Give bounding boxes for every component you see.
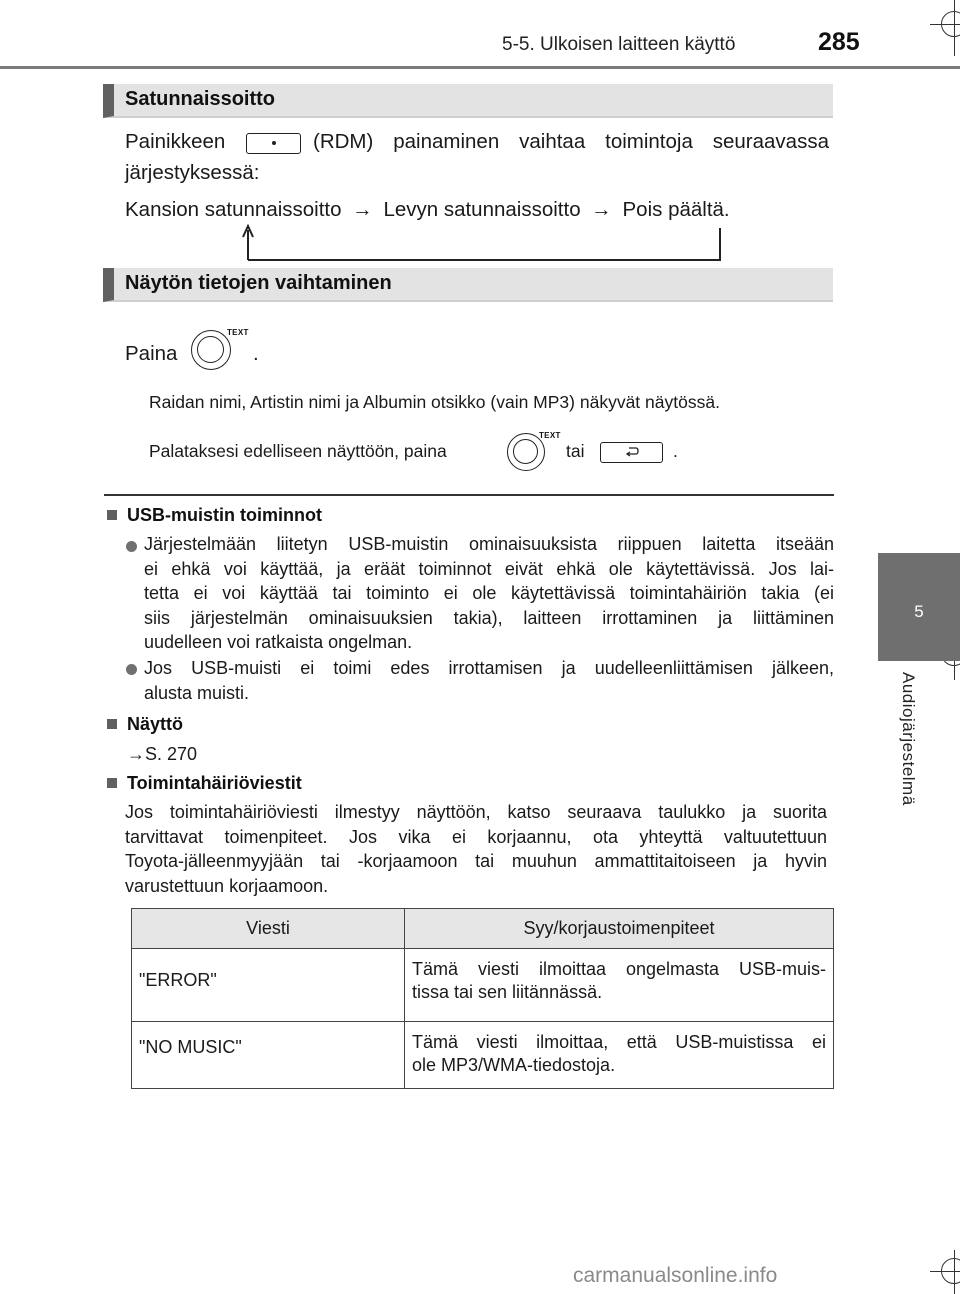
arrow-right-icon: → bbox=[591, 198, 612, 221]
para-line: Jos USB-muisti ei toimi edes irrottamisen ja uudelleenliittämisen jälkeen, bbox=[144, 658, 834, 678]
square-bullet-icon bbox=[107, 719, 117, 729]
cause-line: ole MP3/WMA-tiedostoja. bbox=[412, 1055, 616, 1075]
message-cell: "ERROR" bbox=[132, 949, 405, 1022]
text-knob-label: TEXT bbox=[227, 328, 249, 337]
display-note-2a: Palataksesi edelliseen näyttöön, paina bbox=[149, 441, 447, 461]
arrow-right-icon: → bbox=[352, 198, 373, 221]
table-row bbox=[132, 949, 834, 1022]
crop-mark-bottom-circle bbox=[941, 1258, 960, 1284]
para-line: varustettuun korjaamoon. bbox=[125, 875, 329, 896]
section-title-random: Satunnaissoitto bbox=[125, 88, 276, 110]
para-line: Jos toimintahäiriöviesti ilmestyy näyttöön, katso seuraava taulukko ja suorita bbox=[125, 802, 827, 822]
cause-line: Tämä viesti ilmoittaa ongelmasta USB-muis- bbox=[412, 959, 826, 979]
cause-line: tissa tai sen liitännässä. bbox=[412, 982, 603, 1002]
watermark: carmanualsonline.info bbox=[573, 1264, 778, 1287]
errors-paragraph bbox=[125, 800, 827, 898]
text-knob-inner-icon bbox=[513, 439, 538, 464]
crop-mark-top-circle bbox=[941, 11, 960, 37]
table-row bbox=[132, 1022, 834, 1089]
round-bullet-icon bbox=[126, 541, 137, 552]
cause-cell bbox=[405, 1022, 834, 1089]
sequence-item-folder: Kansion satunnaissoitto bbox=[125, 198, 342, 221]
random-line2: järjestyksessä: bbox=[125, 161, 260, 184]
loop-back-arrow-icon bbox=[238, 222, 728, 264]
square-bullet-icon bbox=[107, 778, 117, 788]
press-text: Paina bbox=[125, 342, 178, 365]
return-arrow-icon bbox=[625, 446, 639, 458]
para-line: Järjestelmään liitetyn USB-muistin ominaisuuksista riippuen laitetta itseään bbox=[144, 534, 834, 554]
header-rule bbox=[0, 66, 960, 69]
text-knob-icon bbox=[191, 330, 231, 370]
column-header-cause: Syy/korjaustoimenpiteet bbox=[405, 909, 834, 949]
section-title-display: Näytön tietojen vaihtaminen bbox=[125, 272, 392, 294]
cause-line: Tämä viesti ilmoittaa, että USB-muistissa ei bbox=[412, 1032, 826, 1052]
table-header-row bbox=[132, 909, 834, 949]
chapter-number: 5 bbox=[914, 602, 924, 621]
para-line: alusta muisti. bbox=[144, 682, 250, 703]
cause-cell bbox=[405, 949, 834, 1022]
running-header-section: 5-5. Ulkoisen laitteen käyttö bbox=[502, 34, 736, 55]
usb-bullet-2 bbox=[144, 656, 834, 705]
chapter-label: Audiojärjestelmä bbox=[899, 672, 918, 806]
random-line1-b: (RDM) painaminen vaihtaa toimintoja seuraavassa bbox=[313, 130, 829, 153]
back-button-icon bbox=[600, 442, 663, 463]
sequence-item-disc: Levyn satunnaissoitto bbox=[383, 198, 581, 221]
random-sequence bbox=[125, 194, 730, 225]
rdm-button-icon bbox=[246, 133, 301, 154]
page-number: 285 bbox=[818, 28, 860, 56]
para-line: tetta ei voi käyttää tai toiminto ei ole käytettävissä toimintahäiriön takia (ei bbox=[144, 583, 834, 604]
para-line: Toyota-jälleenmyyjään tai -korjaamoon tai muuhun ammattitaitoiseen ja hyvin bbox=[125, 851, 827, 872]
subheading-errors: Toimintahäiriöviestit bbox=[127, 773, 302, 793]
subheading-screen: Näyttö bbox=[127, 714, 184, 734]
display-note-1: Raidan nimi, Artistin nimi ja Albumin otsikko (vain MP3) näkyvät näytössä. bbox=[149, 392, 720, 412]
press-period: . bbox=[253, 342, 259, 365]
section-divider bbox=[104, 494, 834, 496]
text-knob-label: TEXT bbox=[539, 431, 561, 440]
screen-reference: →S. 270 bbox=[127, 744, 198, 764]
para-line: siis järjestelmän ominaisuuksien takia), laitteen irrottaminen ja liittäminen bbox=[144, 607, 834, 628]
subheading-usb: USB-muistin toiminnot bbox=[127, 505, 322, 525]
round-bullet-icon bbox=[126, 664, 137, 675]
para-line: ei ehkä voi käyttää, ja eräät toiminnot eivät ehkä ole käytettävissä. Jos lai- bbox=[144, 558, 834, 579]
para-line: uudelleen voi ratkaista ongelman. bbox=[144, 632, 413, 653]
random-line1-a: Painikkeen bbox=[125, 130, 226, 153]
square-bullet-icon bbox=[107, 510, 117, 520]
rdm-dot-icon bbox=[272, 141, 276, 145]
usb-bullet-1 bbox=[144, 532, 834, 655]
error-messages-table bbox=[131, 908, 834, 1089]
sequence-item-off: Pois päältä. bbox=[622, 198, 730, 221]
para-line: tarvittavat toimenpiteet. Jos vika ei korjaannu, ota yhteyttä valtuutettuun bbox=[125, 826, 827, 847]
text-knob-inner-icon bbox=[197, 336, 224, 363]
column-header-message: Viesti bbox=[132, 909, 405, 949]
display-note-2b: tai bbox=[566, 441, 585, 461]
message-cell: "NO MUSIC" bbox=[132, 1022, 405, 1089]
display-note-2c: . bbox=[673, 441, 678, 461]
